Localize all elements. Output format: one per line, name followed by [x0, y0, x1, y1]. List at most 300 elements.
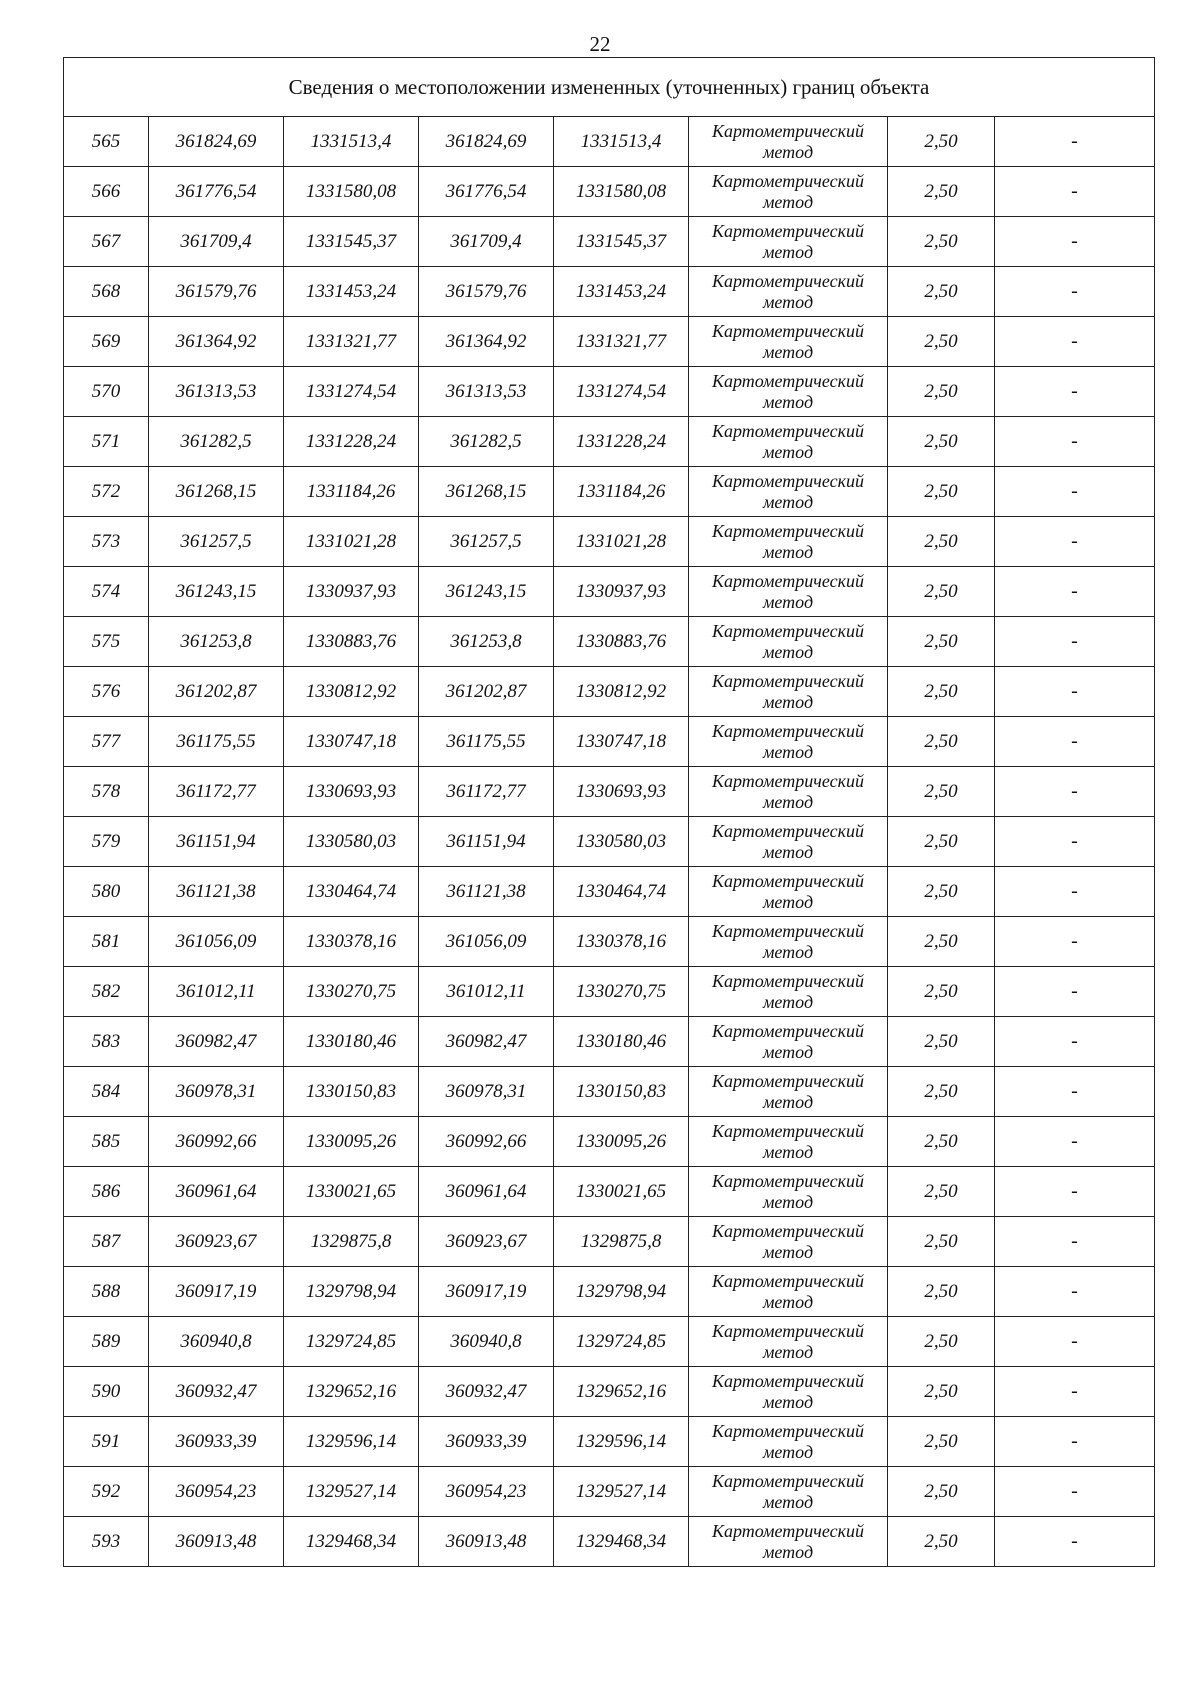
determination-method — [689, 1017, 888, 1067]
method-line-1: Картометрический — [711, 1270, 864, 1291]
refined-x-coordinate: 361824,69 — [419, 117, 554, 167]
point-number: 591 — [64, 1417, 149, 1467]
existing-x-coordinate: 360978,31 — [149, 1067, 284, 1117]
determination-method — [689, 1517, 888, 1567]
method-line-1: Картометрический — [711, 570, 864, 591]
method-line-1: Картометрический — [711, 970, 864, 991]
method-line-2: метод — [762, 1541, 814, 1562]
method-line-1: Картометрический — [711, 1120, 864, 1141]
determination-method — [689, 1117, 888, 1167]
method-line-1: Картометрический — [711, 720, 864, 741]
method-line-1: Картометрический — [711, 1020, 864, 1041]
determination-method — [689, 467, 888, 517]
method-line-1: Картометрический — [711, 470, 864, 491]
description-cell: - — [995, 217, 1155, 267]
existing-x-coordinate: 361012,11 — [149, 967, 284, 1017]
accuracy-value: 2,50 — [888, 967, 995, 1017]
accuracy-value: 2,50 — [888, 1067, 995, 1117]
point-number: 565 — [64, 117, 149, 167]
refined-x-coordinate: 360932,47 — [419, 1367, 554, 1417]
description-cell: - — [995, 267, 1155, 317]
existing-y-coordinate: 1331580,08 — [284, 167, 419, 217]
determination-method — [689, 117, 888, 167]
method-line-2: метод — [762, 1491, 814, 1512]
existing-x-coordinate: 361202,87 — [149, 667, 284, 717]
existing-x-coordinate: 361709,4 — [149, 217, 284, 267]
determination-method — [689, 1067, 888, 1117]
description-cell: - — [995, 617, 1155, 667]
refined-x-coordinate: 361268,15 — [419, 467, 554, 517]
accuracy-value: 2,50 — [888, 1517, 995, 1567]
refined-y-coordinate: 1330180,46 — [554, 1017, 689, 1067]
description-cell: - — [995, 567, 1155, 617]
existing-y-coordinate: 1331513,4 — [284, 117, 419, 167]
accuracy-value: 2,50 — [888, 367, 995, 417]
description-cell: - — [995, 817, 1155, 867]
method-line-2: метод — [762, 341, 814, 362]
refined-x-coordinate: 361202,87 — [419, 667, 554, 717]
table-title: Сведения о местоположении измененных (уточненных) границ объекта — [64, 58, 1155, 117]
existing-x-coordinate: 360923,67 — [149, 1217, 284, 1267]
refined-y-coordinate: 1330747,18 — [554, 717, 689, 767]
description-cell: - — [995, 317, 1155, 367]
refined-y-coordinate: 1331545,37 — [554, 217, 689, 267]
determination-method — [689, 417, 888, 467]
accuracy-value: 2,50 — [888, 917, 995, 967]
method-line-2: метод — [762, 1291, 814, 1312]
accuracy-value: 2,50 — [888, 1417, 995, 1467]
table-row — [64, 467, 1155, 517]
refined-x-coordinate: 360978,31 — [419, 1067, 554, 1117]
refined-y-coordinate: 1330883,76 — [554, 617, 689, 667]
table-row — [64, 1067, 1155, 1117]
determination-method — [689, 967, 888, 1017]
determination-method — [689, 767, 888, 817]
determination-method — [689, 717, 888, 767]
description-cell: - — [995, 917, 1155, 967]
refined-x-coordinate: 361056,09 — [419, 917, 554, 967]
existing-y-coordinate: 1330747,18 — [284, 717, 419, 767]
determination-method — [689, 817, 888, 867]
table-body — [64, 117, 1155, 1567]
method-line-1: Картометрический — [711, 770, 864, 791]
refined-y-coordinate: 1330150,83 — [554, 1067, 689, 1117]
refined-x-coordinate: 361151,94 — [419, 817, 554, 867]
existing-y-coordinate: 1331453,24 — [284, 267, 419, 317]
existing-x-coordinate: 361776,54 — [149, 167, 284, 217]
table-row — [64, 1517, 1155, 1567]
description-cell: - — [995, 1117, 1155, 1167]
refined-y-coordinate: 1331274,54 — [554, 367, 689, 417]
existing-y-coordinate: 1330095,26 — [284, 1117, 419, 1167]
refined-y-coordinate: 1330021,65 — [554, 1167, 689, 1217]
table-row — [64, 1017, 1155, 1067]
description-cell: - — [995, 1017, 1155, 1067]
determination-method — [689, 667, 888, 717]
refined-y-coordinate: 1330693,93 — [554, 767, 689, 817]
table-row — [64, 167, 1155, 217]
refined-x-coordinate: 361175,55 — [419, 717, 554, 767]
point-number: 577 — [64, 717, 149, 767]
refined-y-coordinate: 1330095,26 — [554, 1117, 689, 1167]
description-cell: - — [995, 717, 1155, 767]
table-row — [64, 1267, 1155, 1317]
refined-y-coordinate: 1331453,24 — [554, 267, 689, 317]
existing-y-coordinate: 1331321,77 — [284, 317, 419, 367]
method-line-1: Картометрический — [711, 620, 864, 641]
description-cell: - — [995, 1167, 1155, 1217]
method-line-2: метод — [762, 1041, 814, 1062]
existing-y-coordinate: 1330580,03 — [284, 817, 419, 867]
refined-y-coordinate: 1329527,14 — [554, 1467, 689, 1517]
description-cell: - — [995, 1417, 1155, 1467]
method-line-2: метод — [762, 991, 814, 1012]
accuracy-value: 2,50 — [888, 117, 995, 167]
determination-method — [689, 867, 888, 917]
table-row — [64, 1417, 1155, 1467]
existing-x-coordinate: 360933,39 — [149, 1417, 284, 1467]
refined-y-coordinate: 1330270,75 — [554, 967, 689, 1017]
determination-method — [689, 1367, 888, 1417]
refined-y-coordinate: 1331580,08 — [554, 167, 689, 217]
existing-y-coordinate: 1330693,93 — [284, 767, 419, 817]
refined-x-coordinate: 361012,11 — [419, 967, 554, 1017]
accuracy-value: 2,50 — [888, 617, 995, 667]
accuracy-value: 2,50 — [888, 1017, 995, 1067]
existing-y-coordinate: 1330812,92 — [284, 667, 419, 717]
table-row — [64, 1367, 1155, 1417]
accuracy-value: 2,50 — [888, 667, 995, 717]
method-line-1: Картометрический — [711, 420, 864, 441]
accuracy-value: 2,50 — [888, 1117, 995, 1167]
method-line-1: Картометрический — [711, 1070, 864, 1091]
description-cell: - — [995, 1367, 1155, 1417]
point-number: 581 — [64, 917, 149, 967]
table-row — [64, 817, 1155, 867]
existing-x-coordinate: 360982,47 — [149, 1017, 284, 1067]
point-number: 589 — [64, 1317, 149, 1367]
point-number: 569 — [64, 317, 149, 367]
table-row — [64, 517, 1155, 567]
accuracy-value: 2,50 — [888, 1267, 995, 1317]
description-cell: - — [995, 1467, 1155, 1517]
determination-method — [689, 617, 888, 667]
point-number: 588 — [64, 1267, 149, 1317]
existing-y-coordinate: 1330937,93 — [284, 567, 419, 617]
table-row — [64, 617, 1155, 667]
existing-x-coordinate: 361824,69 — [149, 117, 284, 167]
refined-x-coordinate: 361282,5 — [419, 417, 554, 467]
point-number: 575 — [64, 617, 149, 667]
refined-y-coordinate: 1331184,26 — [554, 467, 689, 517]
method-line-1: Картометрический — [711, 920, 864, 941]
table-title-row — [64, 58, 1155, 117]
refined-x-coordinate: 361121,38 — [419, 867, 554, 917]
method-line-1: Картометрический — [711, 270, 864, 291]
table-row — [64, 767, 1155, 817]
method-line-1: Картометрический — [711, 820, 864, 841]
refined-y-coordinate: 1330464,74 — [554, 867, 689, 917]
point-number: 566 — [64, 167, 149, 217]
accuracy-value: 2,50 — [888, 217, 995, 267]
existing-x-coordinate: 360961,64 — [149, 1167, 284, 1217]
existing-y-coordinate: 1329875,8 — [284, 1217, 419, 1267]
existing-x-coordinate: 360917,19 — [149, 1267, 284, 1317]
description-cell: - — [995, 1067, 1155, 1117]
existing-x-coordinate: 361253,8 — [149, 617, 284, 667]
method-line-2: метод — [762, 841, 814, 862]
method-line-1: Картометрический — [711, 1220, 864, 1241]
accuracy-value: 2,50 — [888, 1217, 995, 1267]
refined-y-coordinate: 1330580,03 — [554, 817, 689, 867]
existing-x-coordinate: 361175,55 — [149, 717, 284, 767]
existing-y-coordinate: 1329527,14 — [284, 1467, 419, 1517]
table-row — [64, 1167, 1155, 1217]
existing-x-coordinate: 361257,5 — [149, 517, 284, 567]
method-line-2: метод — [762, 141, 814, 162]
description-cell: - — [995, 867, 1155, 917]
table-row — [64, 1317, 1155, 1367]
method-line-2: метод — [762, 741, 814, 762]
refined-y-coordinate: 1331321,77 — [554, 317, 689, 367]
table-row — [64, 667, 1155, 717]
point-number: 572 — [64, 467, 149, 517]
existing-x-coordinate: 361172,77 — [149, 767, 284, 817]
method-line-2: метод — [762, 591, 814, 612]
point-number: 586 — [64, 1167, 149, 1217]
method-line-2: метод — [762, 1391, 814, 1412]
point-number: 570 — [64, 367, 149, 417]
method-line-2: метод — [762, 1191, 814, 1212]
accuracy-value: 2,50 — [888, 267, 995, 317]
method-line-1: Картометрический — [711, 520, 864, 541]
refined-x-coordinate: 361776,54 — [419, 167, 554, 217]
existing-y-coordinate: 1331228,24 — [284, 417, 419, 467]
refined-x-coordinate: 361364,92 — [419, 317, 554, 367]
accuracy-value: 2,50 — [888, 1167, 995, 1217]
method-line-1: Картометрический — [711, 1470, 864, 1491]
refined-y-coordinate: 1331021,28 — [554, 517, 689, 567]
description-cell: - — [995, 1217, 1155, 1267]
refined-x-coordinate: 360917,19 — [419, 1267, 554, 1317]
point-number: 593 — [64, 1517, 149, 1567]
existing-x-coordinate: 361364,92 — [149, 317, 284, 367]
existing-x-coordinate: 360992,66 — [149, 1117, 284, 1167]
method-line-2: метод — [762, 391, 814, 412]
description-cell: - — [995, 1517, 1155, 1567]
existing-x-coordinate: 361151,94 — [149, 817, 284, 867]
description-cell: - — [995, 117, 1155, 167]
determination-method — [689, 317, 888, 367]
determination-method — [689, 917, 888, 967]
point-number: 587 — [64, 1217, 149, 1267]
point-number: 584 — [64, 1067, 149, 1117]
description-cell: - — [995, 767, 1155, 817]
method-line-2: метод — [762, 791, 814, 812]
table-row — [64, 1117, 1155, 1167]
existing-x-coordinate: 361282,5 — [149, 417, 284, 467]
refined-y-coordinate: 1329468,34 — [554, 1517, 689, 1567]
point-number: 590 — [64, 1367, 149, 1417]
refined-x-coordinate: 360954,23 — [419, 1467, 554, 1517]
method-line-1: Картометрический — [711, 220, 864, 241]
accuracy-value: 2,50 — [888, 417, 995, 467]
existing-x-coordinate: 360913,48 — [149, 1517, 284, 1567]
refined-y-coordinate: 1329724,85 — [554, 1317, 689, 1367]
existing-x-coordinate: 361268,15 — [149, 467, 284, 517]
refined-y-coordinate: 1329596,14 — [554, 1417, 689, 1467]
point-number: 568 — [64, 267, 149, 317]
method-line-2: метод — [762, 491, 814, 512]
table-row — [64, 567, 1155, 617]
method-line-2: метод — [762, 291, 814, 312]
description-cell: - — [995, 367, 1155, 417]
description-cell: - — [995, 1317, 1155, 1367]
determination-method — [689, 1417, 888, 1467]
table-row — [64, 867, 1155, 917]
method-line-1: Картометрический — [711, 870, 864, 891]
point-number: 573 — [64, 517, 149, 567]
refined-x-coordinate: 361313,53 — [419, 367, 554, 417]
table-row — [64, 317, 1155, 367]
method-line-2: метод — [762, 691, 814, 712]
existing-y-coordinate: 1331545,37 — [284, 217, 419, 267]
description-cell: - — [995, 167, 1155, 217]
existing-y-coordinate: 1330021,65 — [284, 1167, 419, 1217]
accuracy-value: 2,50 — [888, 317, 995, 367]
method-line-2: метод — [762, 541, 814, 562]
refined-x-coordinate: 360982,47 — [419, 1017, 554, 1067]
table-row — [64, 967, 1155, 1017]
accuracy-value: 2,50 — [888, 517, 995, 567]
determination-method — [689, 567, 888, 617]
method-line-2: метод — [762, 441, 814, 462]
accuracy-value: 2,50 — [888, 167, 995, 217]
point-number: 567 — [64, 217, 149, 267]
determination-method — [689, 1467, 888, 1517]
determination-method — [689, 517, 888, 567]
point-number: 574 — [64, 567, 149, 617]
description-cell: - — [995, 517, 1155, 567]
refined-x-coordinate: 361253,8 — [419, 617, 554, 667]
existing-y-coordinate: 1331274,54 — [284, 367, 419, 417]
determination-method — [689, 1167, 888, 1217]
accuracy-value: 2,50 — [888, 717, 995, 767]
method-line-2: метод — [762, 941, 814, 962]
existing-y-coordinate: 1330464,74 — [284, 867, 419, 917]
determination-method — [689, 367, 888, 417]
method-line-1: Картометрический — [711, 1420, 864, 1441]
existing-y-coordinate: 1330883,76 — [284, 617, 419, 667]
method-line-2: метод — [762, 1341, 814, 1362]
method-line-1: Картометрический — [711, 170, 864, 191]
existing-y-coordinate: 1330378,16 — [284, 917, 419, 967]
accuracy-value: 2,50 — [888, 567, 995, 617]
existing-y-coordinate: 1329652,16 — [284, 1367, 419, 1417]
table-row — [64, 1467, 1155, 1517]
refined-x-coordinate: 361579,76 — [419, 267, 554, 317]
accuracy-value: 2,50 — [888, 1317, 995, 1367]
method-line-2: метод — [762, 891, 814, 912]
method-line-2: метод — [762, 1091, 814, 1112]
method-line-2: метод — [762, 1141, 814, 1162]
existing-x-coordinate: 361121,38 — [149, 867, 284, 917]
boundary-coordinates-table — [63, 57, 1155, 1567]
page-number: 22 — [589, 32, 611, 56]
method-line-2: метод — [762, 241, 814, 262]
existing-y-coordinate: 1331021,28 — [284, 517, 419, 567]
refined-y-coordinate: 1331228,24 — [554, 417, 689, 467]
table-row — [64, 417, 1155, 467]
refined-x-coordinate: 360961,64 — [419, 1167, 554, 1217]
method-line-1: Картометрический — [711, 1170, 864, 1191]
refined-y-coordinate: 1329798,94 — [554, 1267, 689, 1317]
existing-x-coordinate: 360954,23 — [149, 1467, 284, 1517]
description-cell: - — [995, 417, 1155, 467]
existing-x-coordinate: 361579,76 — [149, 267, 284, 317]
description-cell: - — [995, 967, 1155, 1017]
existing-y-coordinate: 1331184,26 — [284, 467, 419, 517]
refined-x-coordinate: 361243,15 — [419, 567, 554, 617]
point-number: 585 — [64, 1117, 149, 1167]
point-number: 592 — [64, 1467, 149, 1517]
table-row — [64, 217, 1155, 267]
table-row — [64, 117, 1155, 167]
table-row — [64, 367, 1155, 417]
accuracy-value: 2,50 — [888, 467, 995, 517]
description-cell: - — [995, 467, 1155, 517]
determination-method — [689, 167, 888, 217]
refined-x-coordinate: 360940,8 — [419, 1317, 554, 1367]
method-line-1: Картометрический — [711, 370, 864, 391]
existing-x-coordinate: 360940,8 — [149, 1317, 284, 1367]
point-number: 582 — [64, 967, 149, 1017]
accuracy-value: 2,50 — [888, 1367, 995, 1417]
method-line-1: Картометрический — [711, 1520, 864, 1541]
method-line-1: Картометрический — [711, 120, 864, 141]
determination-method — [689, 1217, 888, 1267]
refined-x-coordinate: 361257,5 — [419, 517, 554, 567]
point-number: 571 — [64, 417, 149, 467]
description-cell: - — [995, 1267, 1155, 1317]
refined-y-coordinate: 1330812,92 — [554, 667, 689, 717]
refined-y-coordinate: 1330378,16 — [554, 917, 689, 967]
table-row — [64, 717, 1155, 767]
determination-method — [689, 1267, 888, 1317]
method-line-1: Картометрический — [711, 670, 864, 691]
determination-method — [689, 267, 888, 317]
accuracy-value: 2,50 — [888, 767, 995, 817]
point-number: 579 — [64, 817, 149, 867]
refined-x-coordinate: 360933,39 — [419, 1417, 554, 1467]
determination-method — [689, 1317, 888, 1367]
existing-x-coordinate: 361056,09 — [149, 917, 284, 967]
accuracy-value: 2,50 — [888, 867, 995, 917]
existing-x-coordinate: 361243,15 — [149, 567, 284, 617]
table-row — [64, 1217, 1155, 1267]
existing-x-coordinate: 361313,53 — [149, 367, 284, 417]
refined-x-coordinate: 361709,4 — [419, 217, 554, 267]
refined-y-coordinate: 1329652,16 — [554, 1367, 689, 1417]
point-number: 583 — [64, 1017, 149, 1067]
existing-y-coordinate: 1329724,85 — [284, 1317, 419, 1367]
point-number: 578 — [64, 767, 149, 817]
point-number: 580 — [64, 867, 149, 917]
existing-y-coordinate: 1329468,34 — [284, 1517, 419, 1567]
existing-y-coordinate: 1330180,46 — [284, 1017, 419, 1067]
existing-x-coordinate: 360932,47 — [149, 1367, 284, 1417]
refined-y-coordinate: 1330937,93 — [554, 567, 689, 617]
